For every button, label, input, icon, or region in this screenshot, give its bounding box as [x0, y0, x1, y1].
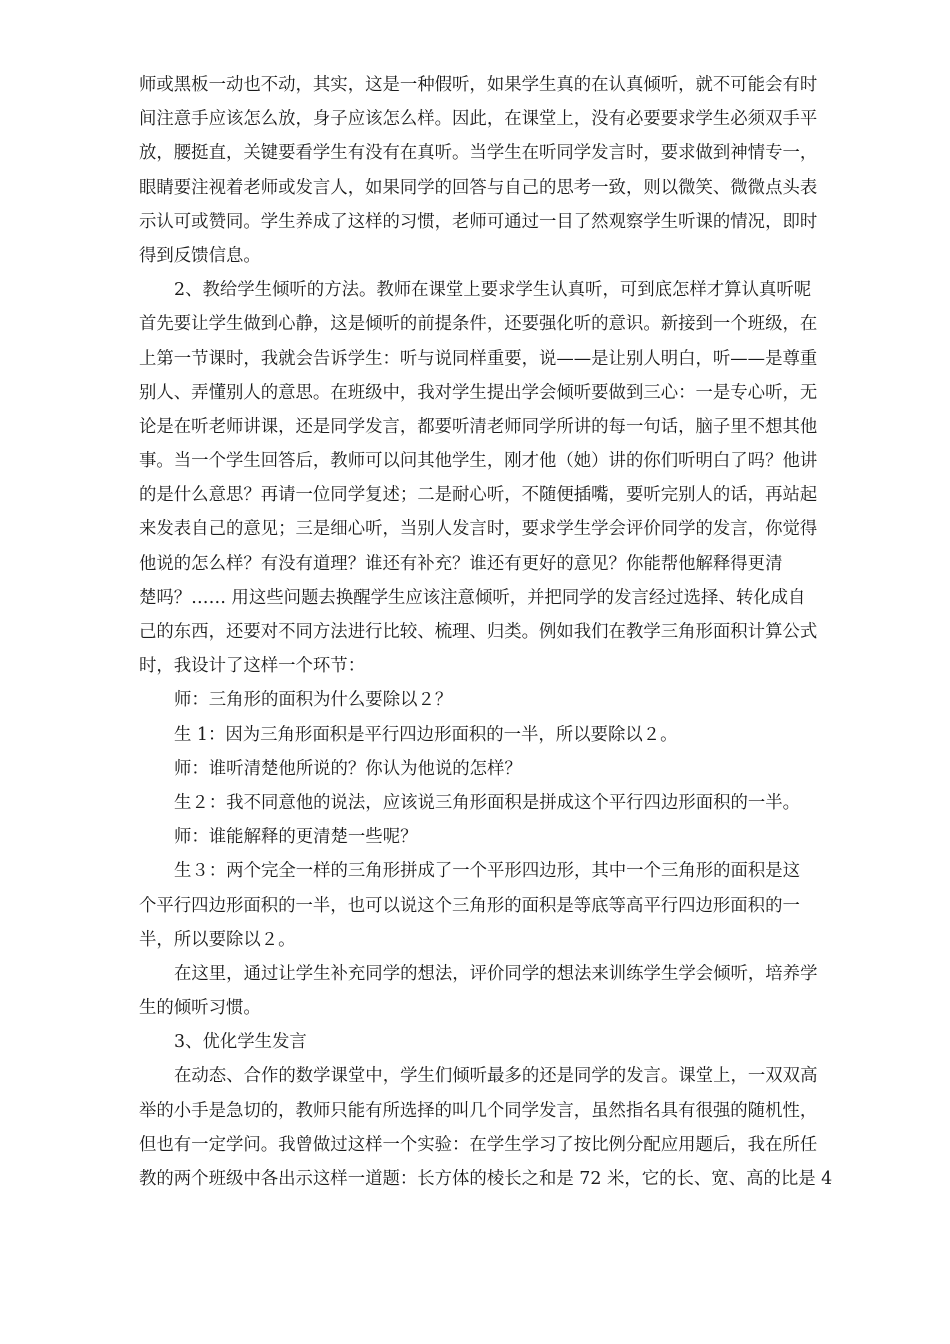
- text-line: 他说的怎么样？有没有道理？谁还有补充？谁还有更好的意见？你能帮他解释得更清: [139, 553, 783, 574]
- text-line: 首先要让学生做到心静，这是倾听的前提条件，还要强化听的意识。新接到一个班级，在: [139, 314, 818, 335]
- text-line: 的是什么意思？再请一位同学复述；二是耐心听，不随便插嘴，要听完别人的话，再站起: [139, 485, 818, 506]
- text-line: 师或黑板一动也不动，其实，这是一种假听，如果学生真的在认真倾听，就不可能会有时: [139, 75, 818, 95]
- text-line: 来发表自己的意见；三是细心听，当别人发言时，要求学生学会评价同学的发言，你觉得: [139, 519, 818, 540]
- text-line: 别人、弄懂别人的意思。在班级中，我对学生提出学会倾听要做到三心：一是专心听，无: [139, 382, 818, 403]
- text-line: 上第一节课时，我就会告诉学生：听与说同样重要，说——是让别人明白，听——是尊重: [139, 348, 818, 369]
- text-line: 3、优化学生发言: [174, 1032, 307, 1053]
- text-line: 眼睛要注视着老师或发言人，如果同学的回答与自己的思考一致，则以微笑、微微点头表: [139, 177, 818, 198]
- text-line: 在动态、合作的数学课堂中，学生们倾听最多的还是同学的发言。课堂上，一双双高: [174, 1066, 818, 1087]
- text-line: 论是在听老师讲课，还是同学发言，都要听清老师同学所讲的每一句话，脑子里不想其他: [139, 416, 818, 437]
- text-line: 生的倾听习惯。: [139, 998, 261, 1019]
- text-line: 示认可或赞同。学生养成了这样的习惯，老师可通过一目了然观察学生听课的情况，即时: [139, 211, 818, 232]
- text-line: 事。当一个学生回答后，教师可以问其他学生，刚才他（她）讲的你们听明白了吗？他讲: [139, 451, 818, 472]
- text-line: 放，腰挺直，关键要看学生有没有在真听。当学生在听同学发言时，要求做到神情专一，: [139, 143, 818, 164]
- text-line: 生２：我不同意他的说法，应该说三角形面积是拼成这个平行四边形面积的一半。: [174, 792, 801, 813]
- text-line: 教的两个班级中各出示这样一道题：长方体的棱长之和是 72 米，它的长、宽、高的比是 4: [139, 1169, 833, 1189]
- text-line: 时，我设计了这样一个环节：: [139, 656, 366, 677]
- text-line: 生 1：因为三角形面积是平行四边形面积的一半，所以要除以２。: [174, 724, 678, 745]
- text-line: 生３：两个完全一样的三角形拼成了一个平形四边形，其中一个三角形的面积是这: [174, 861, 801, 882]
- text-line: 师：谁能解释的更清楚一些呢？: [174, 827, 418, 848]
- text-line: 楚吗？…… 用这些问题去换醒学生应该注意倾听，并把同学的发言经过选择、转化成自: [139, 587, 806, 608]
- body-text: [139, 68, 863, 1196]
- text-line: 师：谁听清楚他所说的？你认为他说的怎样？: [174, 758, 522, 779]
- text-line: 2、教给学生倾听的方法。教师在课堂上要求学生认真听，可到底怎样才算认真听呢: [174, 280, 812, 301]
- text-line: 但也有一定学问。我曾做过这样一个实验：在学生学习了按比例分配应用题后，我在所任: [139, 1134, 818, 1155]
- text-line: 己的东西，还要对不同方法进行比较、梳理、归类。例如我们在教学三角形面积计算公式: [139, 622, 818, 642]
- text-line: 在这里，通过让学生补充同学的想法，评价同学的想法来训练学生学会倾听，培养学: [174, 963, 818, 984]
- text-line: 师：三角形的面积为什么要除以２？: [174, 690, 453, 711]
- text-line: 举的小手是急切的，教师只能有所选择的叫几个同学发言，虽然指名具有很强的随机性，: [139, 1100, 818, 1121]
- text-line: 半，所以要除以２。: [139, 929, 296, 950]
- text-line: 得到反馈信息。: [139, 245, 261, 266]
- text-line: 间注意手应该怎么放，身子应该怎么样。因此，在课堂上，没有必要要求学生必须双手平: [139, 109, 818, 130]
- text-line: 个平行四边形面积的一半，也可以说这个三角形的面积是等底等高平行四边形面积的一: [139, 895, 800, 916]
